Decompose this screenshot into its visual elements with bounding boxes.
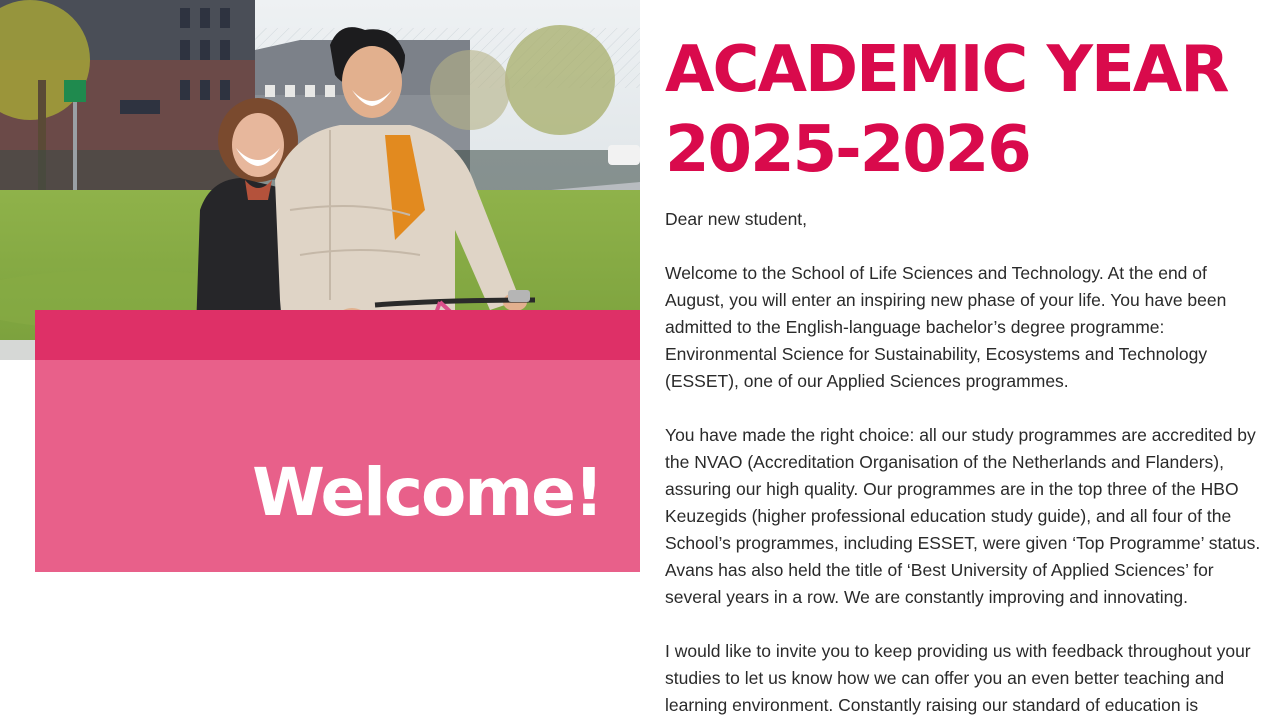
letter-column <box>665 30 1265 720</box>
letter-paragraph-1: Welcome to the School of Life Sciences and Technology. At the end of August, you will enter an inspiring new phase of your life. You have been admitted to the English-language bachelor’s degree programme: Environmental Science for Sustainability, Ecosystems and Technology (ESSET), one of our Applied Sciences programmes. <box>665 263 1227 391</box>
welcome-heading: Welcome! <box>252 454 602 531</box>
letter-body <box>665 206 1265 719</box>
title-line-1: ACADEMIC YEAR <box>665 33 1228 107</box>
title-line-2: 2025-2026 <box>665 113 1030 187</box>
page-title <box>665 30 1265 190</box>
photo-overlay-strip <box>35 310 640 360</box>
students-on-bicycle-photo <box>0 0 640 360</box>
letter-paragraph-2: You have made the right choice: all our study programmes are accredited by the NVAO (Accreditation Organisation of the Netherlands and Flanders), assuring our high quality. Our programmes are in the top three of the HBO Keuzegids (higher professional education study guide), and all four of the School’s programmes, including ESSET, were given ‘Top Programme’ status. Avans has also held the title of ‘Best University of Applied Sciences’ for several years in a row. We are constantly improving and innovating. <box>665 425 1261 607</box>
letter-greeting: Dear new student, <box>665 209 808 229</box>
letter-paragraph-3: I would like to invite you to keep providing us with feedback throughout your studies to let us know how we can offer you an even better teaching and learning environment. Constantly raising our standard of education is <box>665 641 1251 715</box>
